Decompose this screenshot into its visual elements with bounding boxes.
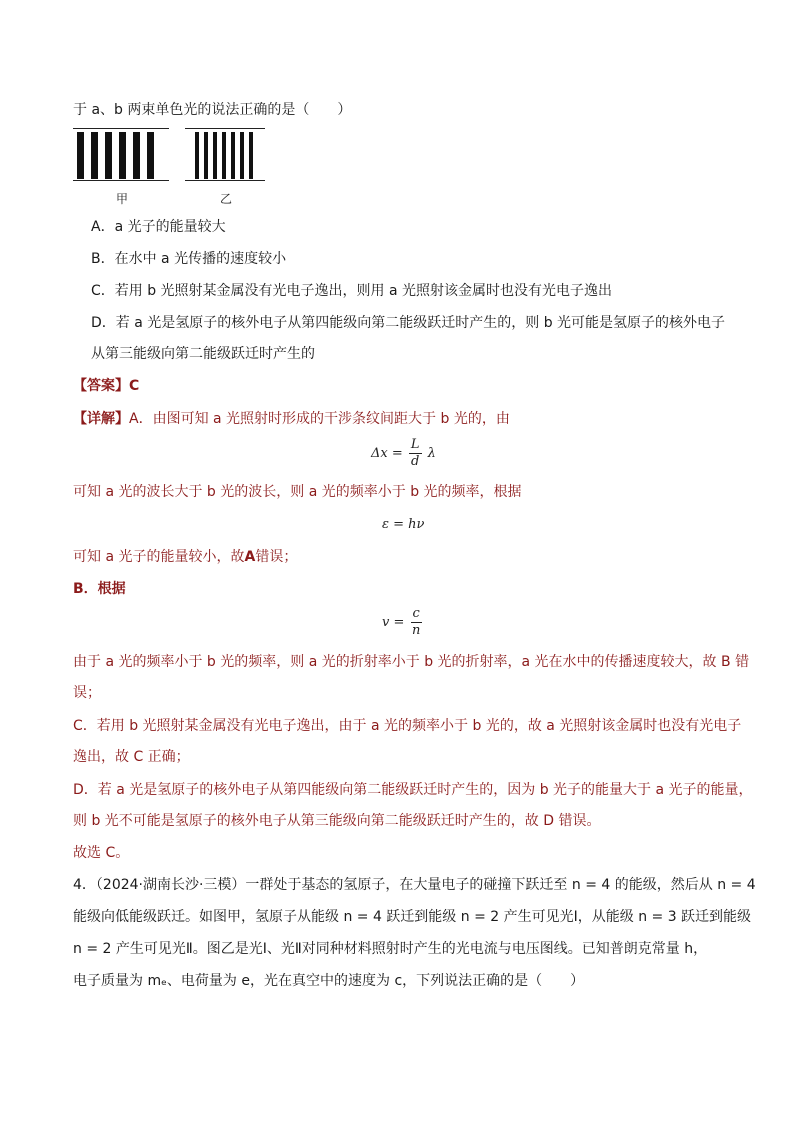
option-d-line2: 从第三能级向第二能级跃迁时产生的 — [91, 346, 315, 362]
detail-d-line1: D．若 a 光是氢原子的核外电子从第四能级向第二能级跃迁时产生的，因为 b 光子的能量大于 a 光子的能量， — [73, 782, 753, 798]
formula1-rhs: λ — [427, 446, 436, 461]
figure-label-left: 甲 — [116, 192, 129, 206]
detail-b-line2: 误； — [73, 685, 101, 701]
formula3-denominator: n — [411, 623, 421, 638]
answer-line — [73, 376, 139, 396]
detail-b-line1: 由于 a 光的频率小于 b 光的频率，则 a 光的折射率小于 b 光的折射率，a 光在水中的传播速度较大，故 B 错 — [73, 654, 750, 670]
conclusion: 故选 C。 — [73, 845, 130, 861]
formula1-denominator: d — [411, 454, 420, 469]
fringe-pattern-left — [73, 128, 169, 184]
option-d-line1: D．若 a 光是氢原子的核外电子从第四能级向第二能级跃迁时产生的，则 b 光可能是氢原子的核外电子 — [91, 315, 726, 331]
question4-line2: 能级向低能级跃迁。如图甲，氢原子从能级 n = 4 跃迁到能级 n = 2 产生可见光Ⅰ，从能级 n = 3 跃迁到能级 — [73, 909, 752, 925]
question4-line4: 电子质量为 mₑ、电荷量为 e，光在真空中的速度为 c，下列说法正确的是（ ） — [73, 973, 585, 989]
fringe-pattern-right — [185, 128, 265, 184]
detail-label: 【详解】 — [73, 411, 129, 427]
question-stem: 于 a、b 两束单色光的说法正确的是（ ） — [73, 102, 352, 118]
energy-end: 错误； — [255, 549, 298, 565]
option-b: B．在水中 a 光传播的速度较小 — [91, 251, 287, 267]
formula1-numerator: L — [410, 437, 420, 452]
formula-photon-energy: ε = hν — [382, 517, 425, 532]
detail-a-text: A．由图可知 a 光照射时形成的干涉条纹间距大于 b 光的，由 — [129, 411, 510, 427]
option-a: A．a 光子的能量较大 — [91, 219, 226, 235]
detail-b-label: B．根据 — [73, 581, 126, 597]
formula3-numerator: c — [412, 606, 420, 621]
formula3-lhs: v = — [382, 615, 405, 630]
detail-a-line — [73, 409, 510, 429]
formula-speed — [382, 606, 424, 639]
detail-d-line2: 则 b 光不可能是氢原子的核外电子从第三能级向第二能级跃迁时产生的，故 D 错误。 — [73, 813, 601, 829]
detail-c-line2: 逸出，故 C 正确； — [73, 749, 190, 765]
detail-c-line1: C．若用 b 光照射某金属没有光电子逸出，由于 a 光的频率小于 b 光的，故 a 光照射该金属时也没有光电子 — [73, 718, 742, 734]
figure-label-right: 乙 — [220, 192, 233, 206]
energy-line — [73, 547, 297, 567]
option-c: C．若用 b 光照射某金属没有光电子逸出，则用 a 光照射该金属时也没有光电子逸出 — [91, 283, 613, 299]
wavelength-line: 可知 a 光的波长大于 b 光的波长，则 a 光的频率小于 b 光的频率，根据 — [73, 484, 522, 500]
question4-line3: n = 2 产生可见光Ⅱ。图乙是光Ⅰ、光Ⅱ对同种材料照射时产生的光电流与电压图线。已知普朗克常量 h， — [73, 941, 708, 957]
energy-text: 可知 a 光子的能量较小，故 — [73, 549, 245, 565]
energy-option-ref: A — [244, 549, 256, 565]
question4-line1: 4．（2024·湖南长沙·三模）一群处于基态的氢原子，在大量电子的碰撞下跃迁至 n = 4 的能级，然后从 n = 4 — [73, 877, 756, 893]
answer-label: 【答案】 — [73, 378, 129, 394]
formula3-fraction — [411, 606, 422, 639]
formula1-lhs: Δx = — [371, 446, 403, 461]
answer-value: C — [129, 378, 140, 394]
formula1-fraction — [409, 437, 422, 470]
formula-fringe-spacing — [371, 437, 436, 470]
